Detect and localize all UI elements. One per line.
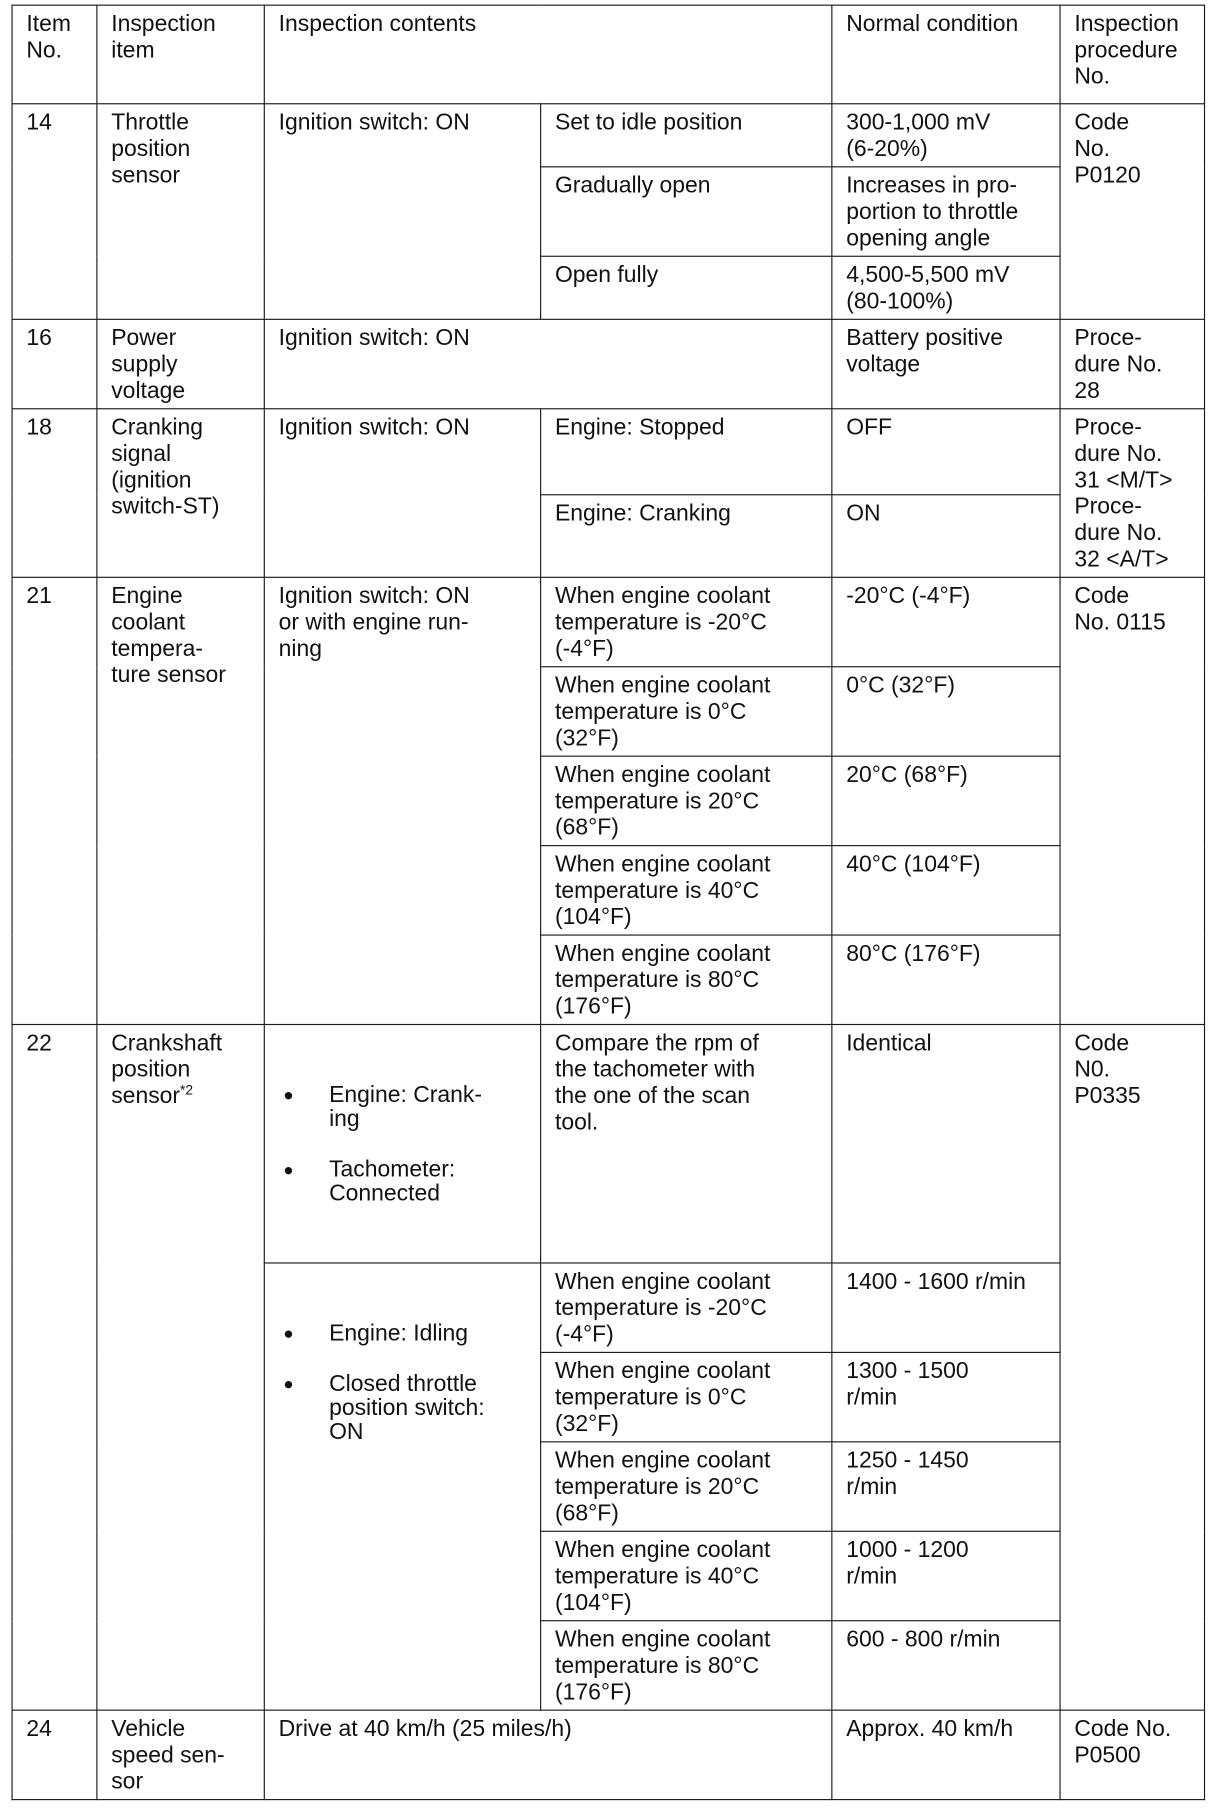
sub-condition-cell: When engine coolant temperature is -20°C (-4°F) xyxy=(541,577,832,666)
normal-condition-cell: ON xyxy=(832,494,1060,577)
item-no-cell: 16 xyxy=(12,319,97,408)
item-no-cell: 22 xyxy=(12,1024,97,1710)
normal-condition-cell: Approx. 40 km/h xyxy=(832,1710,1060,1799)
inspection-table xyxy=(11,5,1205,1801)
sub-condition-cell: When engine coolant temperature is 80°C (176°F) xyxy=(541,1621,832,1710)
condition-cell xyxy=(264,1024,540,1262)
header-inspection-contents: Inspection contents xyxy=(264,5,832,104)
normal-condition-cell: 80°C (176°F) xyxy=(832,935,1060,1024)
condition-cell: Ignition switch: ON or with engine run- ning xyxy=(264,577,540,1024)
header-inspection-procedure: Inspection procedure No. xyxy=(1060,5,1204,104)
item-no-cell: 24 xyxy=(12,1710,97,1799)
normal-condition-cell: OFF xyxy=(832,409,1060,494)
sub-condition-cell: When engine coolant temperature is -20°C (-4°F) xyxy=(541,1263,832,1352)
table-row xyxy=(12,1024,1204,1262)
table-row xyxy=(12,319,1204,408)
sub-condition-cell: When engine coolant temperature is 20°C (68°F) xyxy=(541,756,832,845)
inspection-item-text: Crankshaft position sensor xyxy=(111,1030,223,1109)
condition-cell: Ignition switch: ON xyxy=(264,104,540,320)
normal-condition-cell: 1300 - 1500 r/min xyxy=(832,1352,1060,1441)
sub-condition-cell: When engine coolant temperature is 0°C (32°F) xyxy=(541,1352,832,1441)
condition-bullet: ● Closed throttle position switch: ON xyxy=(279,1372,531,1444)
normal-condition-cell: -20°C (-4°F) xyxy=(832,577,1060,666)
item-no-cell: 18 xyxy=(12,409,97,578)
sub-condition-cell: When engine coolant temperature is 0°C (32°F) xyxy=(541,667,832,756)
condition-cell xyxy=(264,1263,540,1710)
inspection-item-cell: Throttle position sensor xyxy=(97,104,264,320)
condition-bullet-list xyxy=(279,1057,531,1232)
condition-bullet-list xyxy=(279,1296,531,1471)
sub-condition-cell: When engine coolant temperature is 20°C (68°F) xyxy=(541,1442,832,1531)
normal-condition-cell: 1250 - 1450 r/min xyxy=(832,1442,1060,1531)
sub-condition-cell: When engine coolant temperature is 40°C (104°F) xyxy=(541,1531,832,1620)
sub-condition-cell: Open fully xyxy=(541,256,832,319)
footnote-mark: *2 xyxy=(180,1081,194,1098)
item-no-cell: 21 xyxy=(12,577,97,1024)
normal-condition-cell: Identical xyxy=(832,1024,1060,1262)
procedure-cell: Code No. P0120 xyxy=(1060,104,1204,320)
normal-condition-cell: 40°C (104°F) xyxy=(832,846,1060,935)
procedure-cell: Proce- dure No. 28 xyxy=(1060,319,1204,408)
condition-bullet: ● Engine: Crank- ing xyxy=(279,1084,531,1132)
header-row xyxy=(12,5,1204,104)
sub-condition-cell: Engine: Stopped xyxy=(541,409,832,494)
condition-cell: Drive at 40 km/h (25 miles/h) xyxy=(264,1710,832,1799)
inspection-item-cell: Power supply voltage xyxy=(97,319,264,408)
table-row xyxy=(12,104,1204,167)
condition-bullet: ● Engine: Idling xyxy=(279,1322,531,1346)
table-row xyxy=(12,1710,1204,1799)
table-row xyxy=(12,409,1204,494)
normal-condition-cell: 1400 - 1600 r/min xyxy=(832,1263,1060,1352)
normal-condition-cell: 0°C (32°F) xyxy=(832,667,1060,756)
inspection-item-cell: Engine coolant tempera- ture sensor xyxy=(97,577,264,1024)
inspection-item-cell: Vehicle speed sen- sor xyxy=(97,1710,264,1799)
procedure-cell: Code No. P0500 xyxy=(1060,1710,1204,1799)
sub-condition-cell: When engine coolant temperature is 80°C (176°F) xyxy=(541,935,832,1024)
inspection-item-cell xyxy=(97,1024,264,1710)
sub-condition-cell: Set to idle position xyxy=(541,104,832,167)
header-item-no: Item No. xyxy=(12,5,97,104)
sub-condition-cell: Compare the rpm of the tachometer with the one of the scan tool. xyxy=(541,1024,832,1262)
normal-condition-cell: Increases in pro- portion to throttle opening angle xyxy=(832,167,1060,256)
condition-bullet: ● Tachometer: Connected xyxy=(279,1158,531,1206)
table-row xyxy=(12,577,1204,666)
sub-condition-cell: Gradually open xyxy=(541,167,832,256)
procedure-cell: Code N0. P0335 xyxy=(1060,1024,1204,1710)
procedure-cell: Code No. 0115 xyxy=(1060,577,1204,1024)
header-inspection-item: Inspection item xyxy=(97,5,264,104)
item-no-cell: 14 xyxy=(12,104,97,320)
normal-condition-cell: 300-1,000 mV (6-20%) xyxy=(832,104,1060,167)
inspection-item-cell: Cranking signal (ignition switch-ST) xyxy=(97,409,264,578)
normal-condition-cell: 600 - 800 r/min xyxy=(832,1621,1060,1710)
normal-condition-cell: 1000 - 1200 r/min xyxy=(832,1531,1060,1620)
header-normal-condition: Normal condition xyxy=(832,5,1060,104)
condition-cell: Ignition switch: ON xyxy=(264,319,832,408)
condition-cell: Ignition switch: ON xyxy=(264,409,540,578)
sub-condition-cell: Engine: Cranking xyxy=(541,494,832,577)
normal-condition-cell: 4,500-5,500 mV (80-100%) xyxy=(832,256,1060,319)
sub-condition-cell: When engine coolant temperature is 40°C (104°F) xyxy=(541,846,832,935)
normal-condition-cell: 20°C (68°F) xyxy=(832,756,1060,845)
procedure-cell: Proce- dure No. 31 <M/T> Proce- dure No. 32 <A/T> xyxy=(1060,409,1204,578)
normal-condition-cell: Battery positive voltage xyxy=(832,319,1060,408)
